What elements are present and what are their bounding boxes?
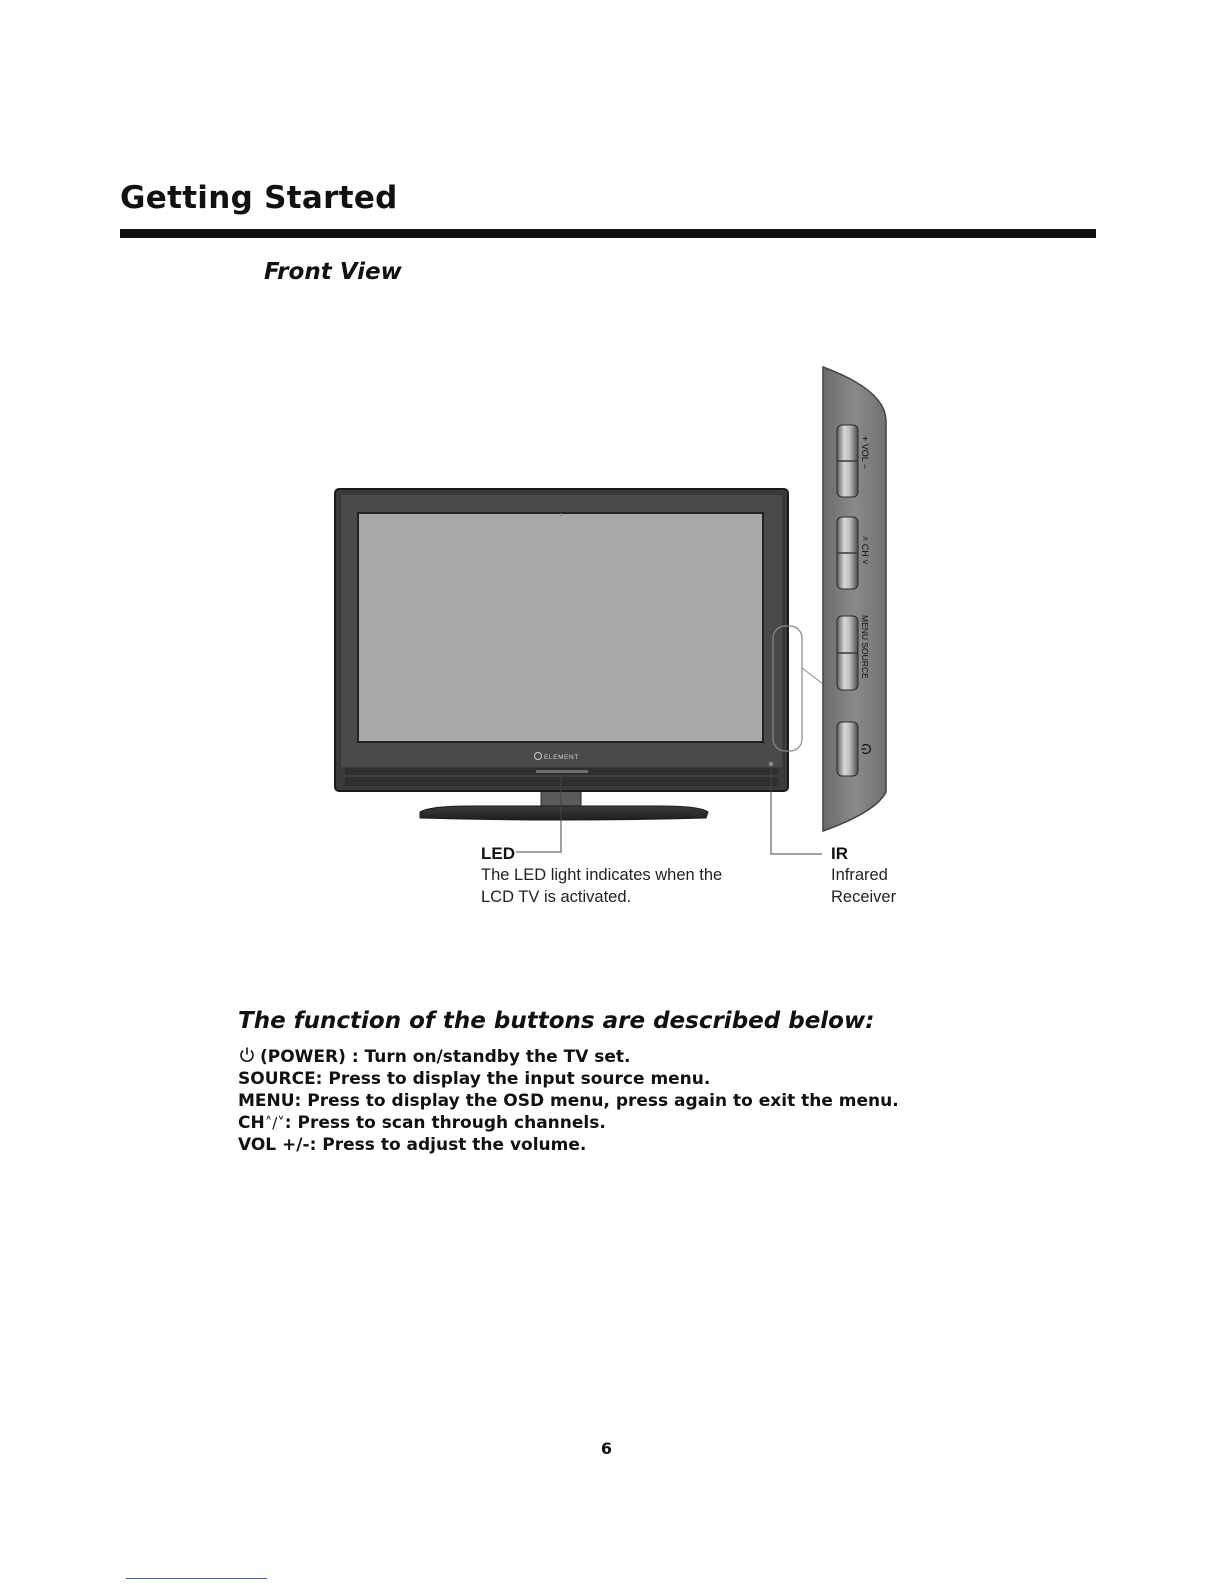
- tv-body: [335, 489, 788, 791]
- led-indicator: [536, 770, 588, 773]
- function-item-power: [238, 1046, 899, 1068]
- svg-text:MENU SOURCE: MENU SOURCE: [860, 615, 870, 679]
- ir-callout-title: IR: [831, 844, 848, 863]
- svg-text:˄ CH ˅: ˄ CH ˅: [860, 536, 870, 565]
- ir-callout-line-1: Infrared: [831, 866, 888, 884]
- function-ch-text: : Press to scan through channels.: [284, 1113, 606, 1133]
- ir-receiver: [769, 762, 773, 766]
- led-callout-title: LED: [481, 844, 515, 863]
- led-callout-line-1: The LED light indicates when the: [481, 866, 723, 884]
- function-item-vol: VOL +/-: Press to adjust the volume.: [238, 1135, 587, 1155]
- svg-text:+ VOL −: + VOL −: [860, 436, 870, 470]
- function-item-source: SOURCE: Press to display the input source menu.: [238, 1069, 711, 1089]
- function-power-text: (POWER) : Turn on/standby the TV set.: [260, 1047, 631, 1067]
- function-item-ch: [238, 1112, 899, 1134]
- page-number: 6: [600, 1439, 613, 1458]
- ch-arrows-icon: ˄/˅: [264, 1114, 285, 1132]
- page-title: Getting Started: [120, 180, 398, 216]
- svg-text:ELEMENT: ELEMENT: [544, 754, 579, 761]
- section-title: Front View: [264, 259, 402, 285]
- side-control-panel: [823, 367, 886, 831]
- functions-title: The function of the buttons are described below:: [238, 1008, 875, 1034]
- function-item-menu: MENU: Press to display the OSD menu, press again to exit the menu.: [238, 1091, 899, 1111]
- menu-source-button[interactable]: [837, 615, 870, 690]
- power-icon: [238, 1046, 256, 1064]
- functions-list: [238, 1046, 899, 1156]
- ir-callout-line-2: Receiver: [831, 888, 897, 906]
- bottom-link-underline[interactable]: [126, 1578, 267, 1579]
- led-callout-line-2: LCD TV is activated.: [481, 888, 632, 906]
- function-ch-prefix: CH: [238, 1113, 265, 1133]
